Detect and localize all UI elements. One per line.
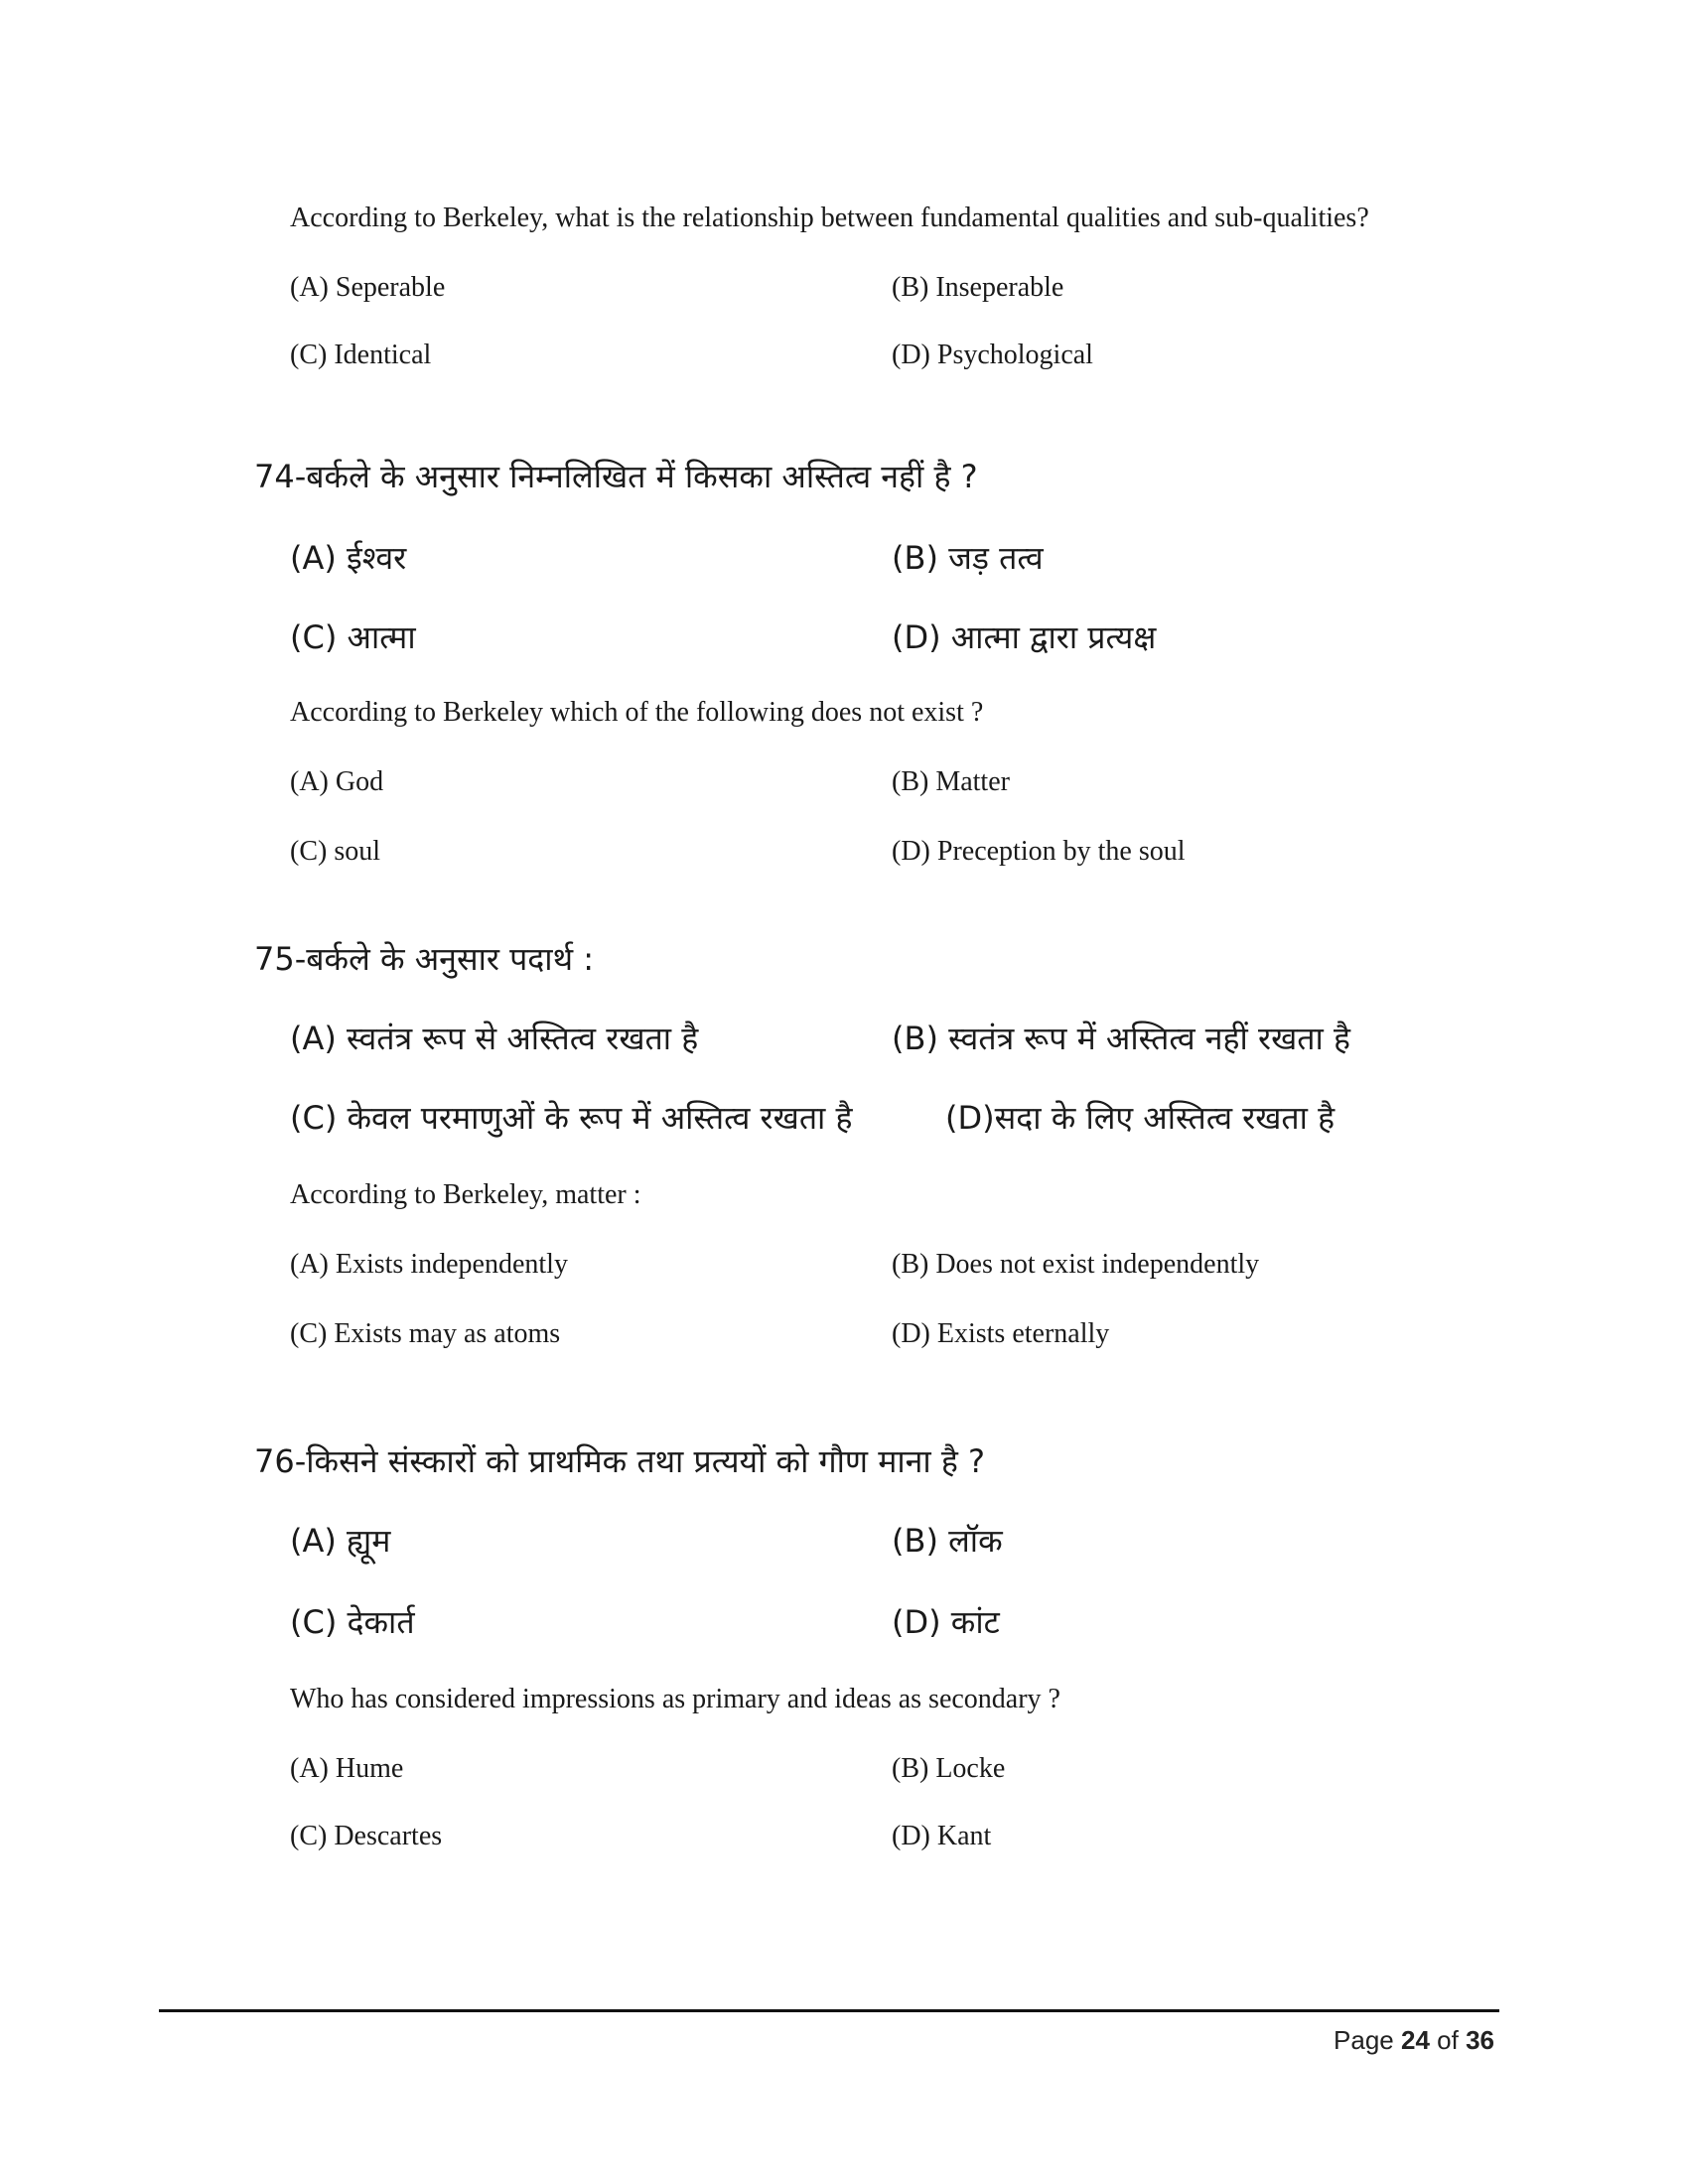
q75-option-c-en: (C) Exists may as atoms xyxy=(290,1318,561,1349)
q74-question-en: According to Berkeley which of the following does not exist ? xyxy=(290,697,984,728)
q75-option-d-en: (D) Exists eternally xyxy=(892,1318,1110,1349)
q75-option-b-en: (B) Does not exist independently xyxy=(892,1249,1260,1280)
q74-question-hi: 74-बर्कले के अनुसार निम्नलिखित में किसका अस्तित्व नहीं है ? xyxy=(254,458,978,495)
q76-question-en: Who has considered impressions as primary and ideas as secondary ? xyxy=(290,1684,1060,1714)
q76-option-c-hi: (C) देकार्त xyxy=(290,1603,415,1641)
q75-question-en: According to Berkeley, matter : xyxy=(290,1179,641,1210)
q76-option-b-hi: (B) लॉक xyxy=(892,1522,1003,1560)
q74-option-c-en: (C) soul xyxy=(290,836,380,867)
q76-option-c-en: (C) Descartes xyxy=(290,1821,443,1851)
q73-option-d-en: (D) Psychological xyxy=(892,340,1093,370)
q74-option-d-hi: (D) आत्मा द्वारा प्रत्यक्ष xyxy=(892,618,1157,656)
q75-option-b-hi: (B) स्वतंत्र रूप में अस्तित्व नहीं रखता है xyxy=(892,1020,1350,1057)
q73-question-en: According to Berkeley, what is the relationship between fundamental qualities and sub-qualities? xyxy=(290,203,1369,233)
q74-option-b-en: (B) Matter xyxy=(892,766,1010,797)
q73-option-a-en: (A) Seperable xyxy=(290,272,446,303)
q76-option-a-en: (A) Hume xyxy=(290,1753,404,1784)
page-current: 24 xyxy=(1401,2025,1430,2055)
q76-question-hi: 76-किसने संस्कारों को प्राथमिक तथा प्रत्ययों को गौण माना है ? xyxy=(254,1442,985,1480)
q75-option-a-hi: (A) स्वतंत्र रूप से अस्तित्व रखता है xyxy=(290,1020,699,1057)
q76-option-d-hi: (D) कांट xyxy=(892,1603,1000,1641)
page-total: 36 xyxy=(1466,2025,1494,2055)
q74-option-d-en: (D) Preception by the soul xyxy=(892,836,1186,867)
q74-option-a-hi: (A) ईश्वर xyxy=(290,539,407,577)
q75-question-hi: 75-बर्कले के अनुसार पदार्थ : xyxy=(254,940,594,978)
page-of: of xyxy=(1437,2025,1459,2055)
q74-option-c-hi: (C) आत्मा xyxy=(290,618,416,656)
q75-option-d-hi: (D)सदा के लिए अस्तित्व रखता है xyxy=(945,1099,1336,1137)
q74-option-b-hi: (B) जड़ तत्व xyxy=(892,539,1044,577)
page-prefix: Page xyxy=(1334,2025,1394,2055)
q76-option-d-en: (D) Kant xyxy=(892,1821,992,1851)
q76-option-a-hi: (A) ह्यूम xyxy=(290,1522,391,1560)
q73-option-c-en: (C) Identical xyxy=(290,340,432,370)
page-number xyxy=(1334,2025,1494,2056)
footer-rule xyxy=(159,2009,1499,2012)
q74-option-a-en: (A) God xyxy=(290,766,384,797)
q73-option-b-en: (B) Inseperable xyxy=(892,272,1064,303)
q75-option-a-en: (A) Exists independently xyxy=(290,1249,568,1280)
q76-option-b-en: (B) Locke xyxy=(892,1753,1006,1784)
q75-option-c-hi: (C) केवल परमाणुओं के रूप में अस्तित्व रखता है xyxy=(290,1099,853,1137)
